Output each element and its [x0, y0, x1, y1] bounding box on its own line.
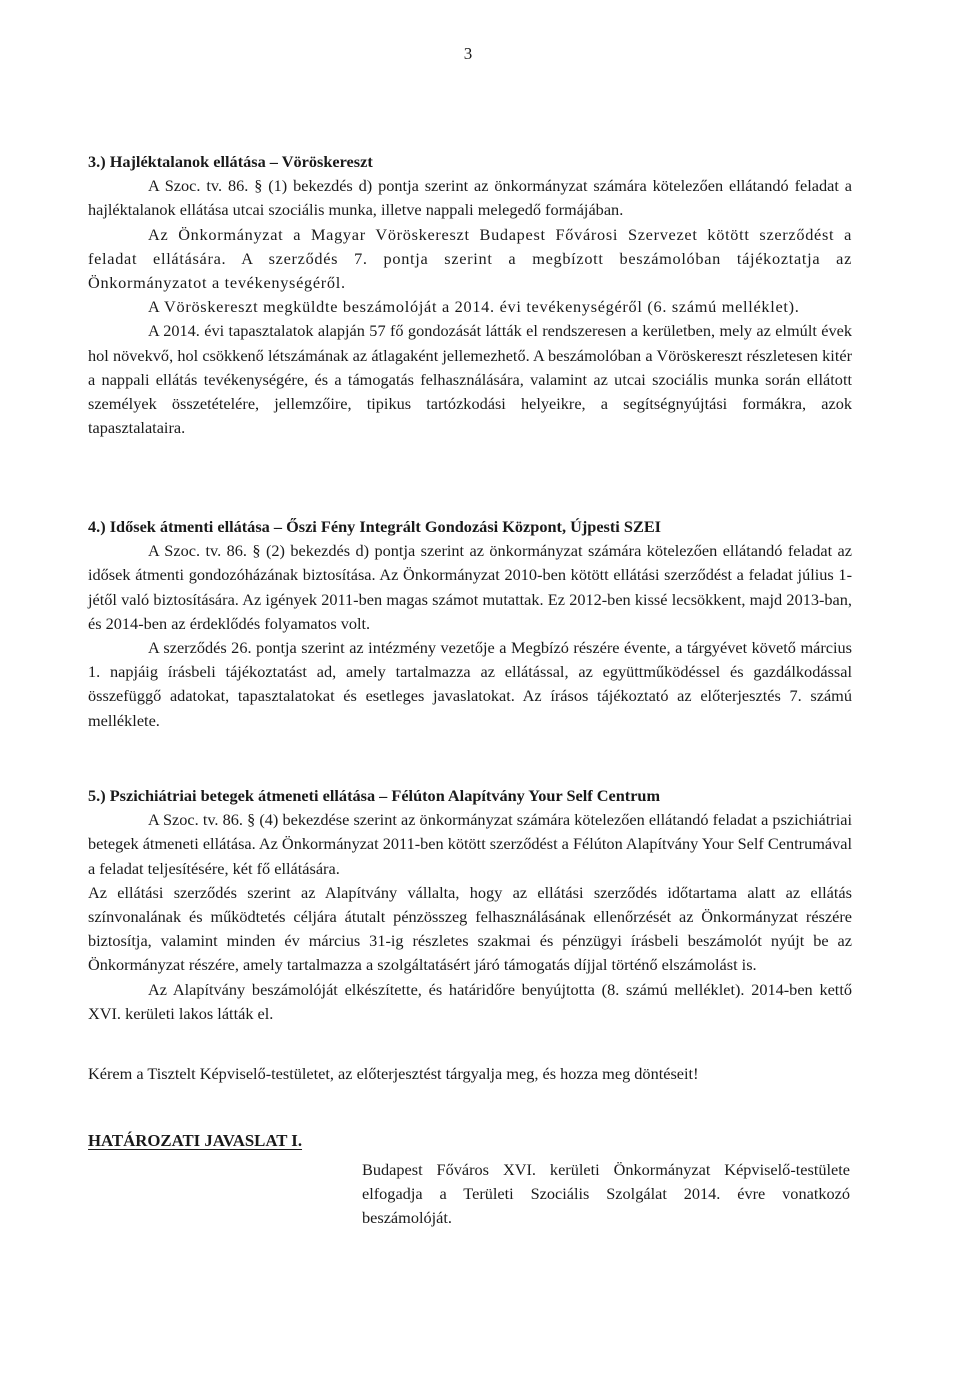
- section-4: [88, 515, 852, 733]
- section-5: [88, 784, 852, 1026]
- resolution-text: Budapest Főváros XVI. kerületi Önkormányzat Képviselő-testülete elfogadja a Területi Szociális Szolgálat 2014. évre vonatkozó beszámolóját.: [362, 1160, 850, 1228]
- section-5-paragraph-1: A Szoc. tv. 86. § (4) bekezdése szerint az önkormányzat számára kötelezően ellátandó feladat a pszichiátriai betegek átmeneti ellátása. Az Önkormányzat 2011-ben kötött szerződést a Félúton Alapítvány Your Self Centrumával a feladat teljesítésére, két fő ellátására.: [88, 810, 852, 878]
- section-3-paragraph-3: A Vöröskereszt megküldte beszámolóját a 2014. évi tevékenységéről (6. számú melléklet).: [148, 297, 800, 317]
- section-5-paragraph-3: Az Alapítvány beszámolóját elkészítette, és határidőre benyújtotta (8. számú melléklet). 2014-ben kettő XVI. kerületi lakos látták el.: [88, 979, 852, 1023]
- section-5-heading: 5.) Pszichiátriai betegek átmeneti ellátása – Félúton Alapítvány Your Self Centrum: [88, 786, 661, 805]
- section-3-paragraph-2: Az Önkormányzat a Magyar Vöröskereszt Budapest Fővárosi Szervezet kötött szerződést a feladat ellátására. A szerződés 7. pontja szerint a megbízott beszámolóban tájékoztatja az Önkormányzatot a tevékenységéről.: [88, 224, 852, 293]
- section-4-paragraph-1: A Szoc. tv. 86. § (2) bekezdés d) pontja szerint az önkormányzat számára kötelezően ellátandó feladat az idősek átmenti gondozóházának biztosítása. Az Önkormányzat 2010-ben kötött ellátási szerződést a feladat július 1-jétől való biztosítására. Az igények 2011-ben magas számot mutattak. Ez 2012-ben kissé lecsökkent, majd 2013-ban, és 2014-ben az érdeklődés folyamatos volt.: [88, 541, 852, 633]
- section-3-paragraph-4: A 2014. évi tapasztalatok alapján 57 fő gondozását látták el rendszeresen a kerületben, mely az elmúlt évek hol növekvő, hol csökkenő létszámának az átlagaként jellemezhető. A beszámolóban a Vöröskereszt részletesen kitér a nappali ellátás tevékenységére, és a támogatás felhasználására, valamint az utcai szociális munka során ellátott személyek összetételére, jellemzőire, tipikus tartózkodási helyeikre, a segítségnyújtási formákra, azok tapasztalataira.: [88, 321, 852, 438]
- section-3: [88, 150, 852, 440]
- section-5-paragraph-2: Az ellátási szerződés szerint az Alapítvány vállalta, hogy az ellátási szerződés időtartama alatt az ellátás színvonalának és működtetés céljára átutalt pénzösszeg felhasználásának ellenőrzését az Önkormányzat részére biztosítja, valamint minden év március 31-ig részletes szakmai és pénzügyi írásbeli beszámolót nyújt be az Önkormányzat részére, amely tartalmazza a szolgáltatásért járó támogatás díjjal történő elszámolást is.: [88, 882, 852, 975]
- page-number: 3: [463, 44, 473, 63]
- closing-request: Kérem a Tisztelt Képviselő-testületet, az előterjesztést tárgyalja meg, és hozza meg döntéseit!: [88, 1064, 699, 1083]
- section-4-heading: 4.) Idősek átmenti ellátása – Őszi Fény Integrált Gondozási Központ, Újpesti SZEI: [88, 517, 662, 536]
- section-3-paragraph-1: A Szoc. tv. 86. § (1) bekezdés d) pontja szerint az önkormányzat számára kötelezően ellátandó feladat a hajléktalanok ellátása utcai szociális munka, illetve nappali melegedő formájában.: [88, 176, 852, 220]
- resolution-title: HATÁROZATI JAVASLAT I.: [88, 1131, 303, 1150]
- section-4-paragraph-2: A szerződés 26. pontja szerint az intézmény vezetője a Megbízó részére évente, a tárgyévet követő március 1. napjáig írásbeli tájékoztatást ad, amely tartalmazza az ellátással, az együttműködéssel és gazdálkodással összefüggő adatokat, tapasztalatokat és esetleges javaslatokat. Az írásos tájékoztató az előterjesztés 7. számú melléklete.: [88, 638, 852, 730]
- section-3-heading: 3.) Hajléktalanok ellátása – Vöröskereszt: [88, 152, 373, 171]
